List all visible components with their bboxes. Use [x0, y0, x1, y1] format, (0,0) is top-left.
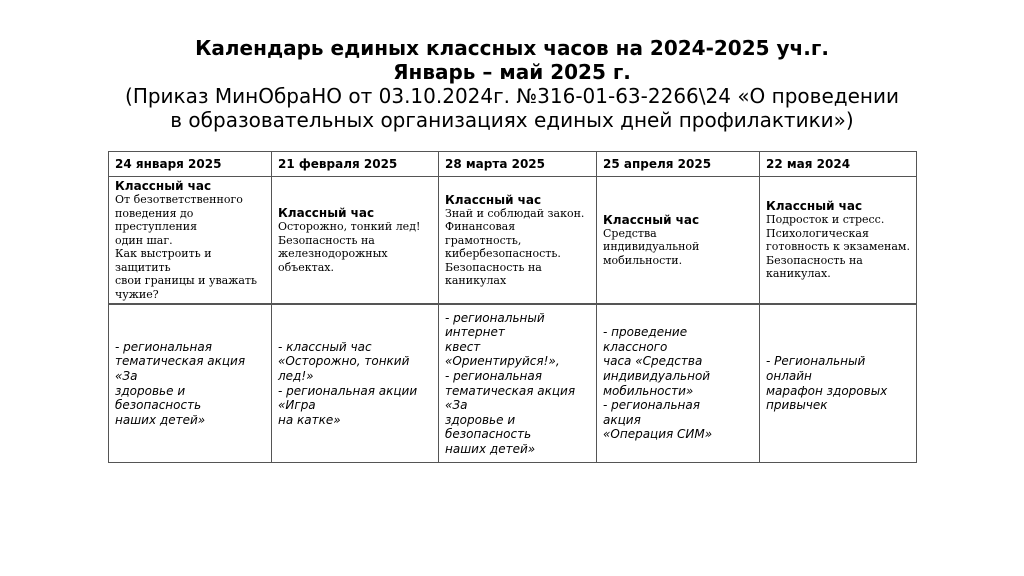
class-hours-table	[108, 151, 917, 304]
activity-cell	[760, 305, 917, 463]
activity-cell	[439, 305, 597, 463]
date-cell: 24 января 2025	[109, 152, 272, 177]
activity-text: - классный час «Осторожно, тонкий лед!» - региональная акции «Игра на катке»	[278, 339, 418, 427]
class-hour-cell	[439, 177, 597, 304]
class-hour-topic: Средства индивидуальной мобильности.	[603, 226, 700, 267]
activity-cell	[597, 305, 760, 463]
class-hour-topic: Осторожно, тонкий лед! Безопасность на железнодорожных объектах.	[278, 220, 421, 274]
activity-cell	[109, 305, 272, 463]
activity-text: - проведение классного часа «Средства индивидуальной мобильности» - региональная акция «Операция СИМ»	[603, 325, 713, 442]
activity-text: - Региональный онлайн марафон здоровых привычек	[766, 354, 888, 413]
title-line-2: Январь – май 2025 г.	[393, 60, 631, 84]
class-hour-cell	[109, 177, 272, 304]
class-hours-row	[109, 177, 917, 304]
class-hour-heading: Классный час	[766, 199, 863, 214]
dates-header-row	[109, 152, 917, 177]
class-hour-cell	[597, 177, 760, 304]
activities-row	[109, 305, 917, 463]
activity-text: - региональная тематическая акция «За здоровье и безопасность наших детей»	[115, 339, 246, 427]
class-hour-heading: Классный час	[445, 192, 542, 207]
activity-text: - региональный интернет квест «Ориентируйся!», - региональная тематическая акция «За здоровье и безопасность наших детей»	[445, 310, 576, 456]
title-line-1: Календарь единых классных часов на 2024-2025 уч.г.	[195, 36, 829, 60]
class-hour-heading: Классный час	[115, 179, 212, 193]
class-hour-topic: Знай и соблюдай закон. Финансовая грамотность, кибербезопасность. Безопасность на каникулах	[445, 206, 585, 287]
activities-table	[108, 304, 917, 463]
class-hour-topic: От безответственного поведения до преступления один шаг. Как выстроить и защитить свои границы и уважать чужие?	[115, 193, 257, 301]
title-block	[0, 36, 1024, 132]
class-hour-topic: Подросток и стресс. Психологическая готовность к экзаменам. Безопасность на каникулах.	[766, 213, 910, 281]
date-cell: 22 мая 2024	[760, 152, 917, 177]
date-cell: 21 февраля 2025	[272, 152, 439, 177]
date-cell: 25 апреля 2025	[597, 152, 760, 177]
class-hour-cell	[760, 177, 917, 304]
title-line-4: в образовательных организациях единых дней профилактики»)	[170, 108, 854, 132]
class-hour-heading: Классный час	[603, 212, 700, 227]
class-hour-cell	[272, 177, 439, 304]
class-hour-heading: Классный час	[278, 206, 375, 220]
title-line-3: (Приказ МинОбраНО от 03.10.2024г. №316-01-63-2266\24 «О проведении	[125, 84, 899, 108]
activity-cell	[272, 305, 439, 463]
date-cell: 28 марта 2025	[439, 152, 597, 177]
